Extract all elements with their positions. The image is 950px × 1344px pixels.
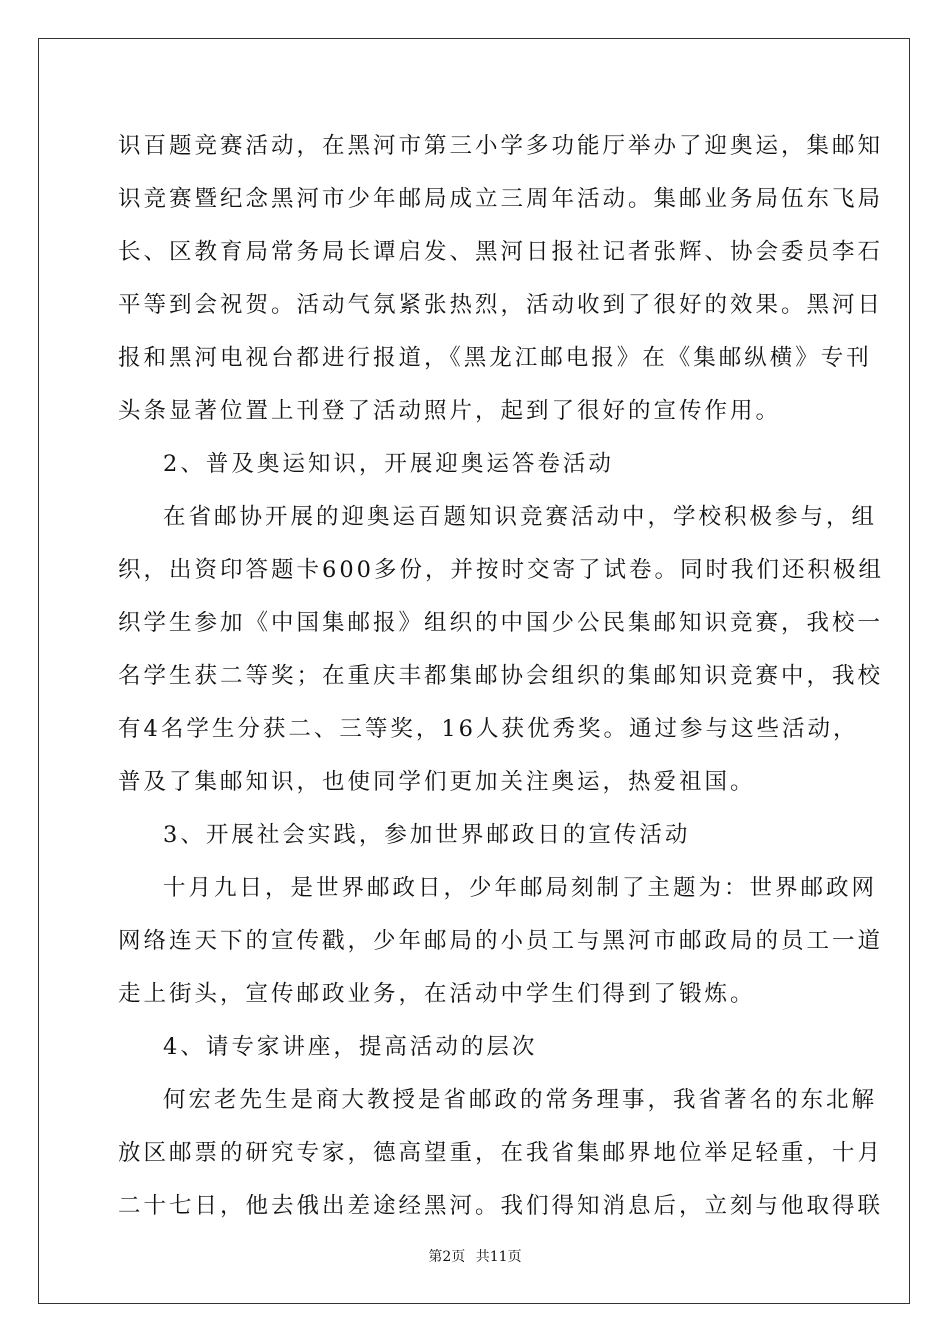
text-line: 识竞赛暨纪念黑河市少年邮局成立三周年活动。集邮业务局伍东飞局 <box>118 186 884 212</box>
page-total: 共11页 <box>475 1249 522 1265</box>
text-line: 十月九日，是世界邮政日，少年邮局刻制了主题为：世界邮政网 <box>163 875 878 901</box>
text-line: 二十七日，他去俄出差途经黑河。我们得知消息后，立刻与他取得联 <box>118 1193 884 1219</box>
section-heading: 3、开展社会实践，参加世界邮政日的宣传活动 <box>163 822 691 848</box>
text-line: 在省邮协开展的迎奥运百题知识竞赛活动中，学校积极参与，组 <box>163 504 878 530</box>
text-line: 普及了集邮知识，也使同学们更加关注奥运，热爱祖国。 <box>118 769 756 795</box>
text-line: 名学生获二等奖；在重庆丰都集邮协会组织的集邮知识竞赛中，我校 <box>118 663 884 689</box>
section-heading: 4、请专家讲座，提高活动的层次 <box>163 1034 538 1060</box>
text-line: 有4名学生分获二、三等奖，16人获优秀奖。通过参与这些活动， <box>118 716 859 742</box>
text-line: 头条显著位置上刊登了活动照片，起到了很好的宣传作用。 <box>118 398 782 424</box>
text-line: 何宏老先生是商大教授是省邮政的常务理事，我省著名的东北解 <box>163 1087 878 1113</box>
text-line: 放区邮票的研究专家，德高望重，在我省集邮界地位举足轻重，十月 <box>118 1140 884 1166</box>
text-line: 网络连天下的宣传戳，少年邮局的小员工与黑河市邮政局的员工一道 <box>118 928 884 954</box>
page-number: 第2页 <box>428 1249 466 1265</box>
text-line: 长、区教育局常务局长谭启发、黑河日报社记者张辉、协会委员李石 <box>118 239 884 265</box>
text-line: 识百题竞赛活动，在黑河市第三小学多功能厅举办了迎奥运，集邮知 <box>118 133 884 159</box>
section-heading: 2、普及奥运知识，开展迎奥运答卷活动 <box>163 451 614 477</box>
text-line: 走上街头，宣传邮政业务，在活动中学生们得到了锻炼。 <box>118 981 756 1007</box>
page-footer <box>0 1246 950 1266</box>
document-body <box>118 126 884 1239</box>
text-line: 平等到会祝贺。活动气氛紧张热烈，活动收到了很好的效果。黑河日 <box>118 292 884 318</box>
text-line: 报和黑河电视台都进行报道，《黑龙江邮电报》在《集邮纵横》专刊 <box>118 345 872 371</box>
text-line: 织，出资印答题卡600多份，并按时交寄了试卷。同时我们还积极组 <box>118 557 884 583</box>
text-line: 织学生参加《中国集邮报》组织的中国少公民集邮知识竞赛，我校一 <box>118 610 884 636</box>
